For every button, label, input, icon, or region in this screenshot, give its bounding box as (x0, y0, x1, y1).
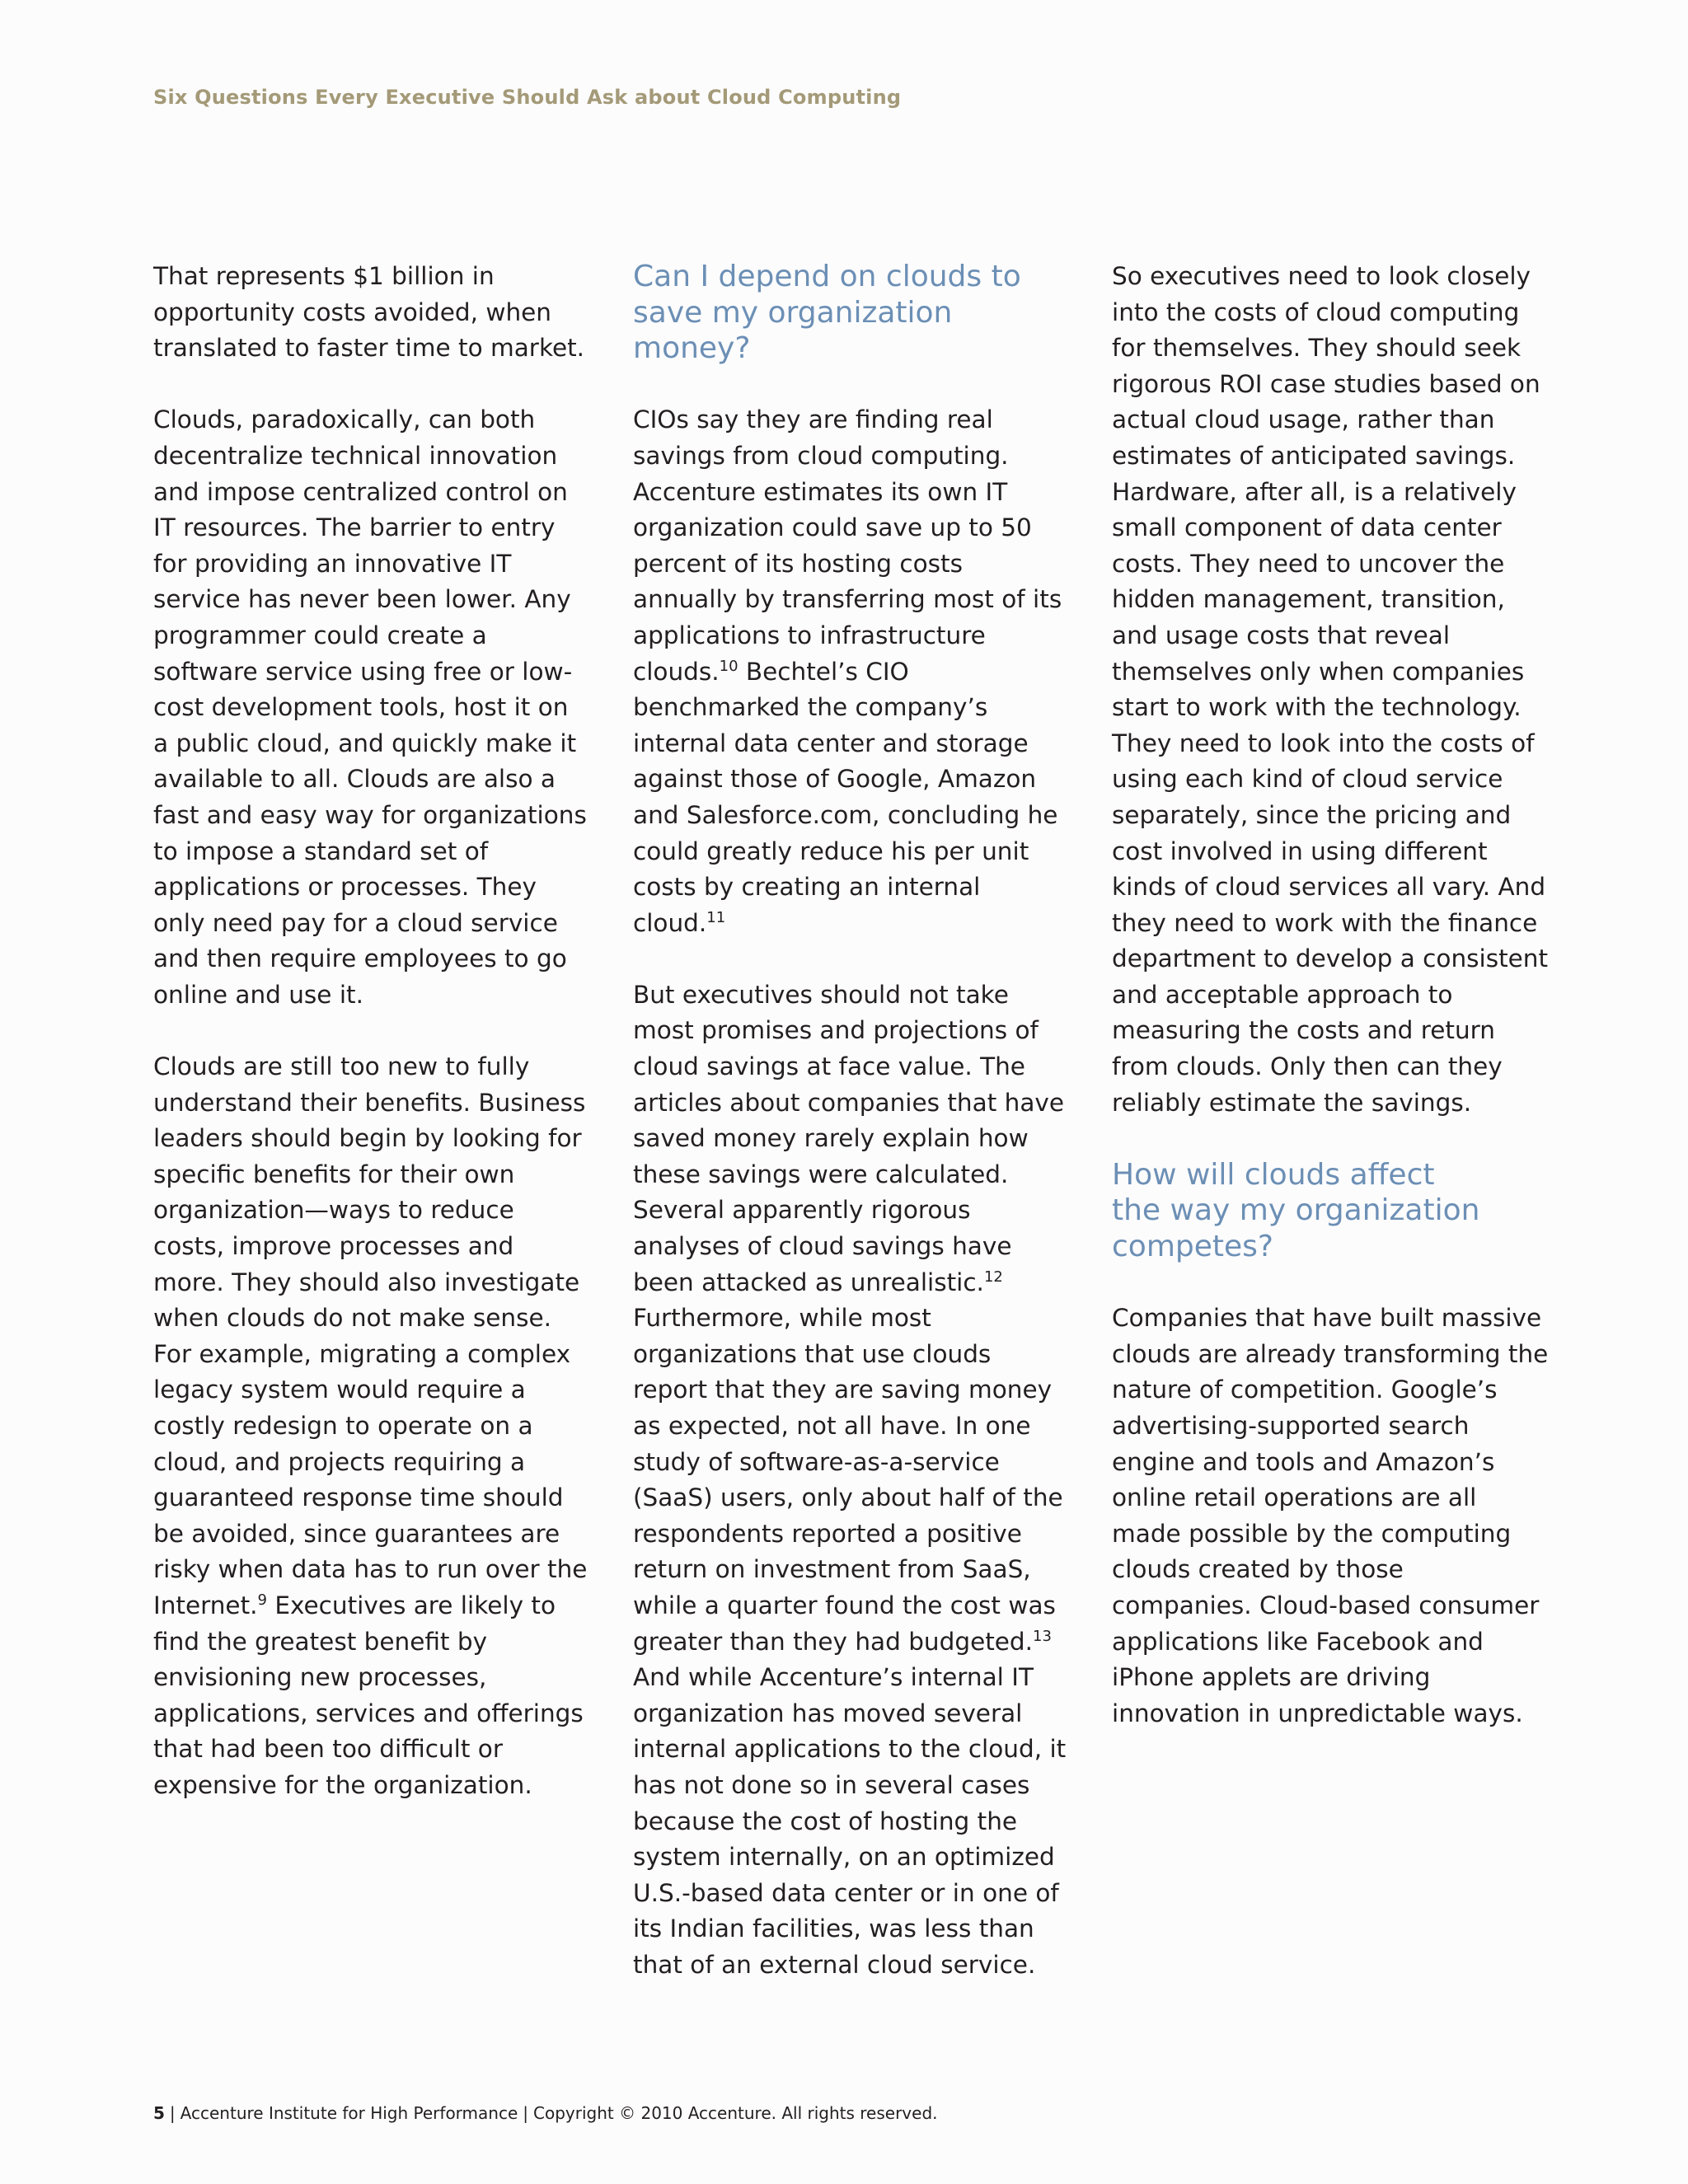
paragraph-text: Furthermore, while most organizations that use clouds report that they are saving money as expected, not all have. In one study of software-as-a-service (SaaS) users, only about half of the respondents reported a positive return on investment from SaaS, while a quarter found the cost was greater than they had budgeted. (633, 1304, 1063, 1656)
paragraph (633, 977, 1070, 1984)
paragraph-text: Clouds are still too new to fully understand their benefits. Business leaders should begin by looking for specific benefits for their own organization—ways to reduce costs, improve processes and more. They should also investigate when clouds do not make sense. For example, migrating a complex legacy system would require a costly redesign to operate on a cloud, and projects requiring a guaranteed response time should be avoided, since guarantees are risky when data has to run over the Internet. (153, 1052, 588, 1619)
footnote-ref-10[interactable]: 10 (719, 657, 738, 675)
paragraph-text: Executives are likely to find the greatest benefit by envisioning new processes, applications, services and offerings that had been too difficult or expensive for the organization. (153, 1591, 584, 1799)
footnote-ref-12[interactable]: 12 (983, 1268, 1003, 1286)
page-footer (153, 2103, 938, 2123)
footnote-ref-9[interactable]: 9 (257, 1591, 267, 1609)
section-heading-competition: How will clouds affect the way my organization competes? (1112, 1157, 1480, 1264)
column-right (1112, 259, 1549, 1768)
paragraph-text: Bechtel’s CIO benchmarked the company’s internal data center and storage against those of Google, Amazon and Salesforce.com, concluding he could greatly reduce his per unit costs by creating an internal cloud. (633, 657, 1058, 937)
paragraph (633, 402, 1070, 941)
footer-org: Accenture Institute for High Performance (180, 2103, 518, 2123)
paragraph (153, 1049, 590, 1803)
paragraph: That represents $1 billion in opportunity costs avoided, when translated to faster time to market. (153, 262, 585, 363)
footer-separator: | (169, 2103, 176, 2123)
page-number: 5 (153, 2103, 165, 2123)
footnote-ref-13[interactable]: 13 (1033, 1627, 1052, 1645)
footer-separator: | (523, 2103, 529, 2123)
section-heading-savings: Can I depend on clouds to save my organization money? (633, 260, 1021, 366)
paragraph-text: But executives should not take most promises and projections of cloud savings at face value. The articles about companies that have saved money rarely explain how these savings were calculated. Several apparently rigorous analyses of cloud savings have been attacked as unrealistic. (633, 980, 1065, 1296)
footer-copyright: Copyright © 2010 Accenture. All rights reserved. (533, 2103, 938, 2123)
footnote-ref-11[interactable]: 11 (706, 908, 726, 926)
column-left (153, 259, 590, 1840)
running-header: Six Questions Every Executive Should Ask about Cloud Computing (153, 86, 902, 109)
paragraph-text: And while Accenture’s internal IT organization has moved several internal applications to the cloud, it has not done so in several cases because the cost of hosting the system internally, on an optimized U.S.-based data center or in one of its Indian facilities, was less than that of an external cloud service. (633, 1663, 1067, 1979)
column-middle (633, 259, 1070, 2019)
paragraph-text: CIOs say they are finding real savings from cloud computing. Accenture estimates its own IT organization could save up to 50 percent of its hosting costs annually by transferring most of its applications to infrastructure clouds. (633, 405, 1062, 686)
paragraph: Companies that have built massive clouds are already transforming the nature of competition. Google’s advertising-supported search engine and tools and Amazon’s online retail operations are all made possible by the computing clouds created by those companies. Cloud-based consumer applications like Facebook and iPhone applets are driving innovation in unpredictable ways. (1112, 1304, 1549, 1727)
paragraph: So executives need to look closely into the costs of cloud computing for themselves. They should seek rigorous ROI case studies based on actual cloud usage, rather than estimates of anticipated savings. Hardware, after all, is a relatively small component of data center costs. They need to uncover the hidden management, transition, and usage costs that reveal themselves only when companies start to work with the technology. They need to look into the costs of using each kind of cloud service separately, since the pricing and cost involved in using different kinds of cloud services all vary. And they need to work with the finance department to develop a consistent and acceptable approach to measuring the costs and return from clouds. Only then can they reliably estimate the savings. (1112, 262, 1549, 1117)
paragraph: Clouds, paradoxically, can both decentralize technical innovation and impose centralized control on IT resources. The barrier to entry for providing an innovative IT service has never been lower. Any programmer could create a software service using free or low-cost development tools, host it on a public cloud, and quickly make it available to all. Clouds are also a fast and easy way for organizations to impose a standard set of applications or processes. They only need pay for a cloud service and then require employees to go online and use it. (153, 405, 587, 1009)
